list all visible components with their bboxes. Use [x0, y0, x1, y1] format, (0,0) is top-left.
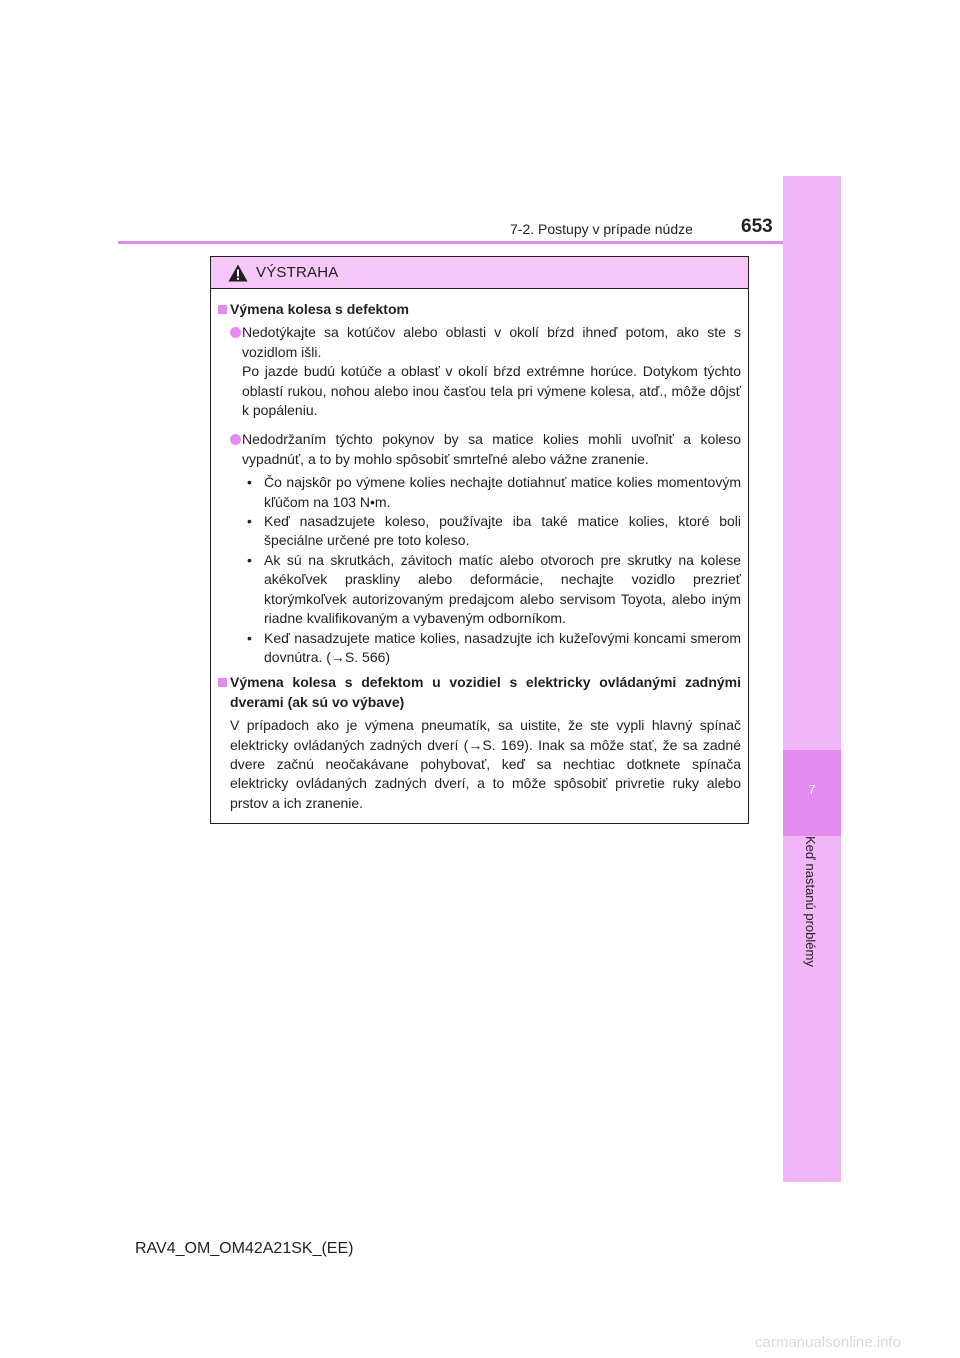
- watermark: carmanualsonline.info: [755, 1334, 901, 1351]
- warning-triangle-icon: [228, 264, 248, 282]
- sub-bullet-list: [218, 473, 741, 667]
- bullet-paragraph: [218, 323, 741, 420]
- dot-bullet-icon: •: [247, 513, 252, 530]
- list-item: • Čo najskôr po výmene kolies nechajte dotiahnuť matice kolies momentovým kľúčom na 103 N•m.: [247, 474, 741, 510]
- section-heading: Výmena kolesa s defektom: [218, 300, 741, 319]
- warning-title: VÝSTRAHA: [256, 264, 339, 281]
- square-bullet-icon: [218, 678, 227, 687]
- chapter-title: Keď nastanú problémy: [803, 836, 818, 967]
- section-paragraph: V prípadoch ako je výmena pneumatík, sa uistite, že ste vypli hlavný spínač elektricky ovládaných zadných dverí (→S. 169). Inak sa môže stať, že sa zadné dvere začnú neočakávane pohybovať, keď sa nechtiac dotknete spínača elektricky ovládaných zadných dverí, a to môže spôsobiť privretie ruky alebo prstov a ich zranenie.: [230, 717, 741, 811]
- document-code: RAV4_OM_OM42A21SK_(EE): [135, 1240, 354, 1257]
- section-heading: Výmena kolesa s defektom u vozidiel s elektricky ovládanými zadnými dverami (ak sú vo výbave): [218, 673, 741, 712]
- warning-header: [211, 257, 748, 289]
- dot-bullet-icon: •: [247, 629, 252, 646]
- chapter-number: 7: [808, 782, 816, 797]
- paragraph-line: Nedodržaním týchto pokynov by sa matice kolies mohli uvoľniť a koleso vypadnúť, a to by mohlo spôsobiť smrteľné alebo vážne zranenie.: [242, 431, 741, 467]
- bullet-paragraph: [218, 430, 741, 469]
- circle-bullet-icon: [230, 327, 241, 338]
- page-number: 653: [741, 216, 773, 237]
- chapter-side-tab: [783, 176, 841, 1182]
- warning-box: [210, 256, 749, 824]
- section-title: 7-2. Postupy v prípade núdze: [510, 221, 693, 237]
- list-item: • Keď nasadzujete matice kolies, nasadzujte ich kužeľovými koncami smerom dovnútra. (→S. 566): [247, 629, 741, 665]
- warning-body: [211, 289, 748, 813]
- square-bullet-icon: [218, 305, 227, 314]
- dot-bullet-icon: •: [247, 474, 252, 491]
- list-item: • Keď nasadzujete koleso, používajte iba také matice kolies, ktoré boli špeciálne určené pre toto koleso.: [247, 513, 741, 549]
- header-divider: [118, 241, 783, 244]
- list-item: • Ak sú na skrutkách, závitoch matíc alebo otvoroch pre skrutky na kolese akékoľvek praskliny alebo deformácie, nechajte vozidlo prezrieť ktorýmkoľvek autorizovaným predajcom alebo servisom Toyota, alebo iným riadne kvalifikovaným a vybaveným odborníkom.: [247, 551, 741, 627]
- paragraph-line: Nedotýkajte sa kotúčov alebo oblasti v okolí bŕzd ihneď potom, ako ste s vozidlom išli.: [242, 324, 741, 360]
- chapter-title-container: [783, 836, 841, 1176]
- paragraph-line: Po jazde budú kotúče a oblasť v okolí bŕzd extrémne horúce. Dotykom týchto oblastí rukou, nohou alebo inou časťou tela pri výmene kolesa, atď., môže dôjsť k popáleniu.: [242, 363, 741, 419]
- chapter-number-block: [783, 750, 841, 836]
- dot-bullet-icon: •: [247, 551, 252, 568]
- circle-bullet-icon: [230, 434, 241, 445]
